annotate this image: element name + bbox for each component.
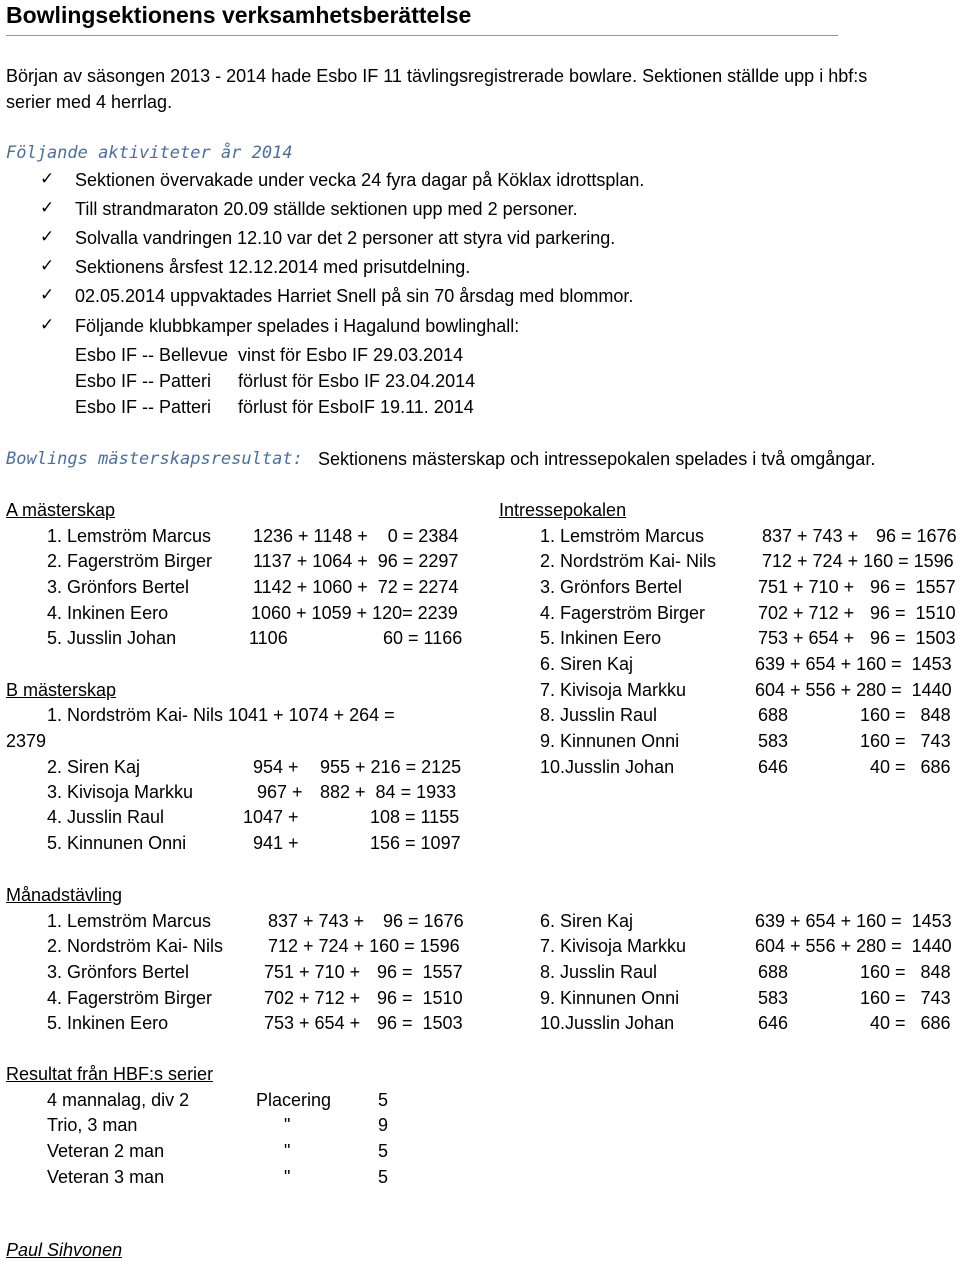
list-item: 4. Fagerström Birger	[540, 603, 706, 623]
score: 639 + 654 + 160 = 1453	[755, 654, 952, 674]
team-name: Trio, 3 man	[47, 1115, 138, 1135]
list-item: 4. Inkinen Eero	[47, 603, 169, 623]
list-item: 4. Jusslin Raul	[47, 807, 165, 827]
score: 967 +	[257, 782, 303, 802]
score: 702 + 712 +	[264, 988, 361, 1008]
list-item: 5. Inkinen Eero	[47, 1013, 169, 1033]
score: 96 = 1557	[377, 962, 463, 982]
placement-label: "	[284, 1141, 291, 1161]
match-result: vinst för Esbo IF 29.03.2014	[238, 345, 464, 365]
score: 96 = 1510	[377, 988, 463, 1008]
score: 96 = 1503	[377, 1013, 463, 1033]
score: 688	[758, 705, 789, 725]
score: 583	[758, 988, 789, 1008]
list-item: 3. Grönfors Bertel	[47, 962, 190, 982]
list-item: 6. Siren Kaj	[540, 654, 634, 674]
placement-value: 5	[378, 1141, 389, 1161]
placement-label: "	[284, 1115, 291, 1135]
activity-item: Sektionen övervakade under vecka 24 fyra dagar på Köklax idrottsplan.	[75, 170, 645, 190]
score: 96 = 1557	[870, 577, 956, 597]
list-item: 3. Grönfors Bertel	[47, 577, 190, 597]
score: 753 + 654 +	[758, 628, 855, 648]
placement-value: 9	[378, 1115, 389, 1135]
score: 156 = 1097	[370, 833, 461, 853]
activity-item: Solvalla vandringen 12.10 var det 2 personer att styra vid parkering.	[75, 228, 616, 248]
list-item: 7. Kivisoja Markku	[540, 936, 687, 956]
score: 646	[758, 1013, 789, 1033]
activity-item: 02.05.2014 uppvaktades Harriet Snell på sin 70 årsdag med blommor.	[75, 286, 634, 306]
list-item: 2. Fagerström Birger	[47, 551, 213, 571]
team-name: 4 mannalag, div 2	[47, 1090, 190, 1110]
list-item: 1. Lemström Marcus	[540, 526, 705, 546]
intro-line-2: serier med 4 herrlag.	[6, 92, 173, 112]
list-item: 9. Kinnunen Onni	[540, 731, 680, 751]
score: 712 + 724 + 160 = 1596	[762, 551, 954, 571]
list-item: 8. Jusslin Raul	[540, 962, 658, 982]
monthly-competition-heading: Månadstävling	[6, 885, 123, 905]
score: 1137 + 1064 + 96 = 2297	[253, 551, 459, 571]
score: 60 = 1166	[383, 628, 463, 648]
list-item: 2. Nordström Kai- Nils	[540, 551, 717, 571]
intro-line-1: Början av säsongen 2013 - 2014 hade Esbo IF 11 tävlingsregistrerade bowlare. Sektionen ställde upp i hbf:s	[6, 66, 868, 86]
score: 639 + 654 + 160 = 1453	[755, 911, 952, 931]
hbf-results-heading: Resultat från HBF:s serier	[6, 1064, 214, 1084]
list-item: 8. Jusslin Raul	[540, 705, 658, 725]
score: 160 = 848	[860, 705, 951, 725]
list-item: 3. Grönfors Bertel	[540, 577, 683, 597]
score: 1236 + 1148 + 0 = 2384	[253, 526, 459, 546]
signature: Paul Sihvonen	[6, 1240, 123, 1260]
score: 837 + 743 +	[762, 526, 859, 546]
match-teams: Esbo IF -- Patteri	[75, 397, 212, 417]
list-item: 6. Siren Kaj	[540, 911, 634, 931]
score: 108 = 1155	[370, 807, 460, 827]
score: 688	[758, 962, 789, 982]
page-title: Bowlingsektionens verksamhetsberättelse	[6, 2, 472, 28]
list-item: 5. Jusslin Johan	[47, 628, 177, 648]
score: 954 +	[253, 757, 299, 777]
team-name: Veteran 3 man	[47, 1167, 165, 1187]
a-championship-heading: A mästerskap	[6, 500, 116, 520]
activity-item: Sektionens årsfest 12.12.2014 med prisutdelning.	[75, 257, 471, 277]
score: 160 = 743	[860, 731, 951, 751]
team-name: Veteran 2 man	[47, 1141, 165, 1161]
score: 751 + 710 +	[264, 962, 361, 982]
list-item: 2. Siren Kaj	[47, 757, 141, 777]
title-divider	[6, 35, 838, 36]
placement-label: Placering	[256, 1090, 332, 1110]
score: 882 + 84 = 1933	[320, 782, 457, 802]
check-icon: ✓	[40, 227, 55, 247]
list-item: 7. Kivisoja Markku	[540, 680, 687, 700]
score: 96 = 1510	[870, 603, 956, 623]
check-icon: ✓	[40, 198, 55, 218]
score: 1142 + 1060 + 72 = 2274	[253, 577, 459, 597]
list-item: 9. Kinnunen Onni	[540, 988, 680, 1008]
placement-value: 5	[378, 1167, 389, 1187]
score: 96 = 1676	[383, 911, 464, 931]
score: 1060 + 1059 + 120= 2239	[251, 603, 458, 623]
match-teams: Esbo IF -- Bellevue	[75, 345, 229, 365]
b-championship-heading: B mästerskap	[6, 680, 117, 700]
list-item: 3. Kivisoja Markku	[47, 782, 194, 802]
score: 96 = 1676	[876, 526, 957, 546]
list-item: 1. Lemström Marcus	[47, 526, 212, 546]
match-result: förlust för Esbo IF 23.04.2014	[238, 371, 476, 391]
score: 160 = 848	[860, 962, 951, 982]
score: 702 + 712 +	[758, 603, 855, 623]
score: 955 + 216 = 2125	[320, 757, 462, 777]
list-item: 4. Fagerström Birger	[47, 988, 213, 1008]
list-item: 10.Jusslin Johan	[540, 757, 675, 777]
list-item: 1. Lemström Marcus	[47, 911, 212, 931]
match-result: förlust för EsboIF 19.11. 2014	[238, 397, 474, 417]
list-item: 5. Inkinen Eero	[540, 628, 662, 648]
score: 941 +	[253, 833, 299, 853]
list-item: 1. Nordström Kai- Nils 1041 + 1074 + 264 =	[47, 705, 395, 725]
placement-label: "	[284, 1167, 291, 1187]
score: 583	[758, 731, 789, 751]
championship-text: Sektionens mästerskap och intressepokalen spelades i två omgångar.	[318, 449, 876, 469]
list-item: 2. Nordström Kai- Nils	[47, 936, 224, 956]
score: 751 + 710 +	[758, 577, 855, 597]
score: 1047 +	[243, 807, 299, 827]
placement-value: 5	[378, 1090, 389, 1110]
score: 646	[758, 757, 789, 777]
score: 40 = 686	[870, 1013, 951, 1033]
score: 40 = 686	[870, 757, 951, 777]
check-icon: ✓	[40, 169, 55, 189]
championship-heading: Bowlings mästerskapsresultat:	[6, 449, 303, 469]
intressepokalen-heading: Intressepokalen	[499, 500, 627, 520]
score: 604 + 556 + 280 = 1440	[755, 936, 952, 956]
score: 1106	[249, 628, 288, 648]
score: 712 + 724 + 160 = 1596	[268, 936, 460, 956]
score: 837 + 743 +	[268, 911, 365, 931]
score: 96 = 1503	[870, 628, 956, 648]
check-icon: ✓	[40, 315, 55, 335]
check-icon: ✓	[40, 256, 55, 276]
activities-heading: Följande aktiviteter år 2014	[6, 143, 293, 163]
list-item: 5. Kinnunen Onni	[47, 833, 187, 853]
score: 604 + 556 + 280 = 1440	[755, 680, 952, 700]
list-item-continuation: 2379	[6, 731, 47, 751]
score: 160 = 743	[860, 988, 951, 1008]
activity-item: Följande klubbkamper spelades i Hagalund bowlinghall:	[75, 316, 520, 336]
score: 753 + 654 +	[264, 1013, 361, 1033]
match-teams: Esbo IF -- Patteri	[75, 371, 212, 391]
list-item: 10.Jusslin Johan	[540, 1013, 675, 1033]
activity-item: Till strandmaraton 20.09 ställde sektionen upp med 2 personer.	[75, 199, 578, 219]
check-icon: ✓	[40, 285, 55, 305]
